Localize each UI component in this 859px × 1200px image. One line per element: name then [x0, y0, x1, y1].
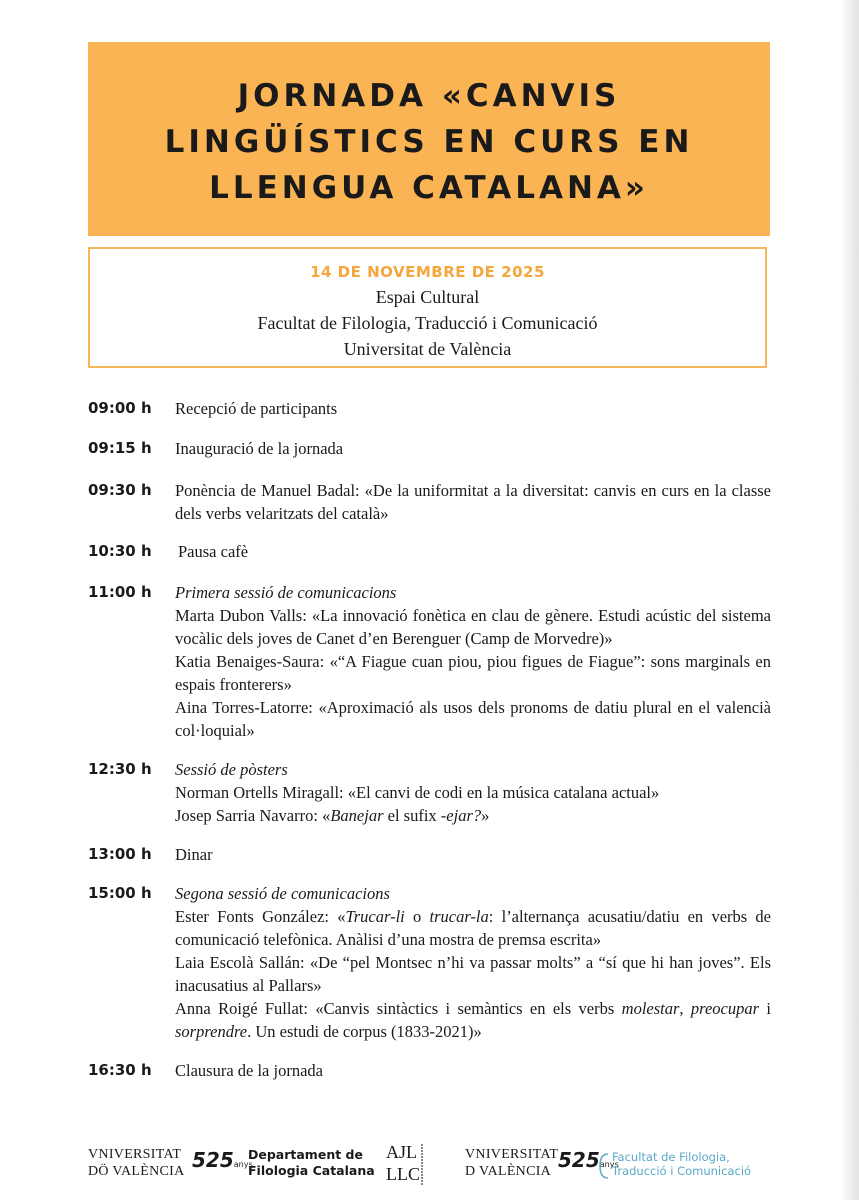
program-time: 09:30 h [88, 481, 152, 499]
session-title: Sessió de pòsters [175, 760, 288, 779]
program-text: Dinar [175, 845, 213, 864]
program-text: Ponència de Manuel Badal: «De la uniformitat a la diversitat: canvis en curs en la classe dels verbs velaritzats del català» [175, 481, 771, 523]
program-time: 10:30 h [88, 542, 152, 560]
program-text: Clausura de la jornada [175, 1061, 323, 1080]
session-item: Norman Ortells Miragall: «El canvi de codi en la música catalana actual» [175, 783, 660, 802]
anniversary-logo-2: 525anys [558, 1148, 619, 1172]
page-edge-shadow [841, 0, 859, 1200]
title-line-1: JORNADA «CANVIS [237, 78, 621, 114]
program-time: 15:00 h [88, 884, 152, 902]
faculty-logo: Facultat de Filologia, Traducció i Comunicació [612, 1150, 752, 1178]
program-time: 16:30 h [88, 1061, 152, 1079]
session-item: Aina Torres-Latorre: «Aproximació als usos dels pronoms de datiu plural en el valencià col·loquial» [175, 698, 771, 740]
svg-text:LLC: LLC [386, 1164, 420, 1184]
session-item: Ester Fonts González: «Trucar-li o trucar-la: l’alternança acusatiu/datiu en verbs de comunicació telefònica. Anàlisi d’una mostra de premsa escrita» [175, 907, 772, 949]
faculty-bracket-icon [598, 1152, 610, 1185]
anniversary-logo: 525anys [192, 1148, 253, 1172]
department-logo: Departament de Filologia Catalana [248, 1147, 375, 1178]
program-text: Pausa cafè [178, 542, 249, 561]
session-item: Anna Roigé Fullat: «Canvis sintàctics i semàntics en els verbs molestar, preocupar i sorprendre. Un estudi de corpus (1833-2021)» [175, 999, 772, 1041]
event-venue: Espai Cultural [375, 287, 480, 307]
program-time: 09:15 h [88, 439, 152, 457]
session-title: Primera sessió de comunicacions [175, 583, 397, 602]
title-line-2: LINGÜÍSTICS EN CURS EN [164, 124, 694, 160]
program-time: 13:00 h [88, 845, 152, 863]
session-title: Segona sessió de comunicacions [175, 884, 390, 903]
program-text: Recepció de participants [175, 399, 338, 418]
title-line-3: LLENGUA CATALANA» [209, 170, 649, 206]
session-item: Katia Benaiges-Saura: «“A Fiague cuan piou, piou figues de Fiague”: sons marginals en espais fronterers» [175, 652, 771, 694]
event-info-box [88, 247, 767, 368]
event-faculty: Facultat de Filologia, Traducció i Comunicació [257, 313, 598, 333]
program-time: 12:30 h [88, 760, 152, 778]
uv-logo-2: VNIVERSITAT D VALÈNCIA [465, 1147, 559, 1179]
title-banner [88, 42, 770, 236]
session-item: Laia Escolà Sallán: «De “pel Montsec n’hi va passar molts” a “sí que hi han joves”. Els inacusatius al Pallars» [175, 953, 771, 995]
program-time: 11:00 h [88, 583, 152, 601]
footer-logos [0, 1130, 859, 1190]
svg-text:AJL: AJL [386, 1142, 417, 1162]
uv-logo: VNIVERSITAT DÖ VALÈNCIA [88, 1147, 185, 1179]
session-item: Marta Dubon Valls: «La innovació fonètica en clau de gènere. Estudi acústic del sistema vocàlic dels joves de Canet d’en Berenguer (Camp de Morvedre)» [175, 606, 771, 648]
event-date: 14 DE NOVEMBRE DE 2025 [310, 263, 545, 281]
program-text: Inauguració de la jornada [175, 439, 344, 458]
ajl-logo [382, 1138, 428, 1190]
program-time: 09:00 h [88, 399, 152, 417]
session-item: Josep Sarria Navarro: «Banejar el sufix -ejar?» [175, 806, 490, 825]
event-university: Universitat de València [343, 339, 512, 359]
